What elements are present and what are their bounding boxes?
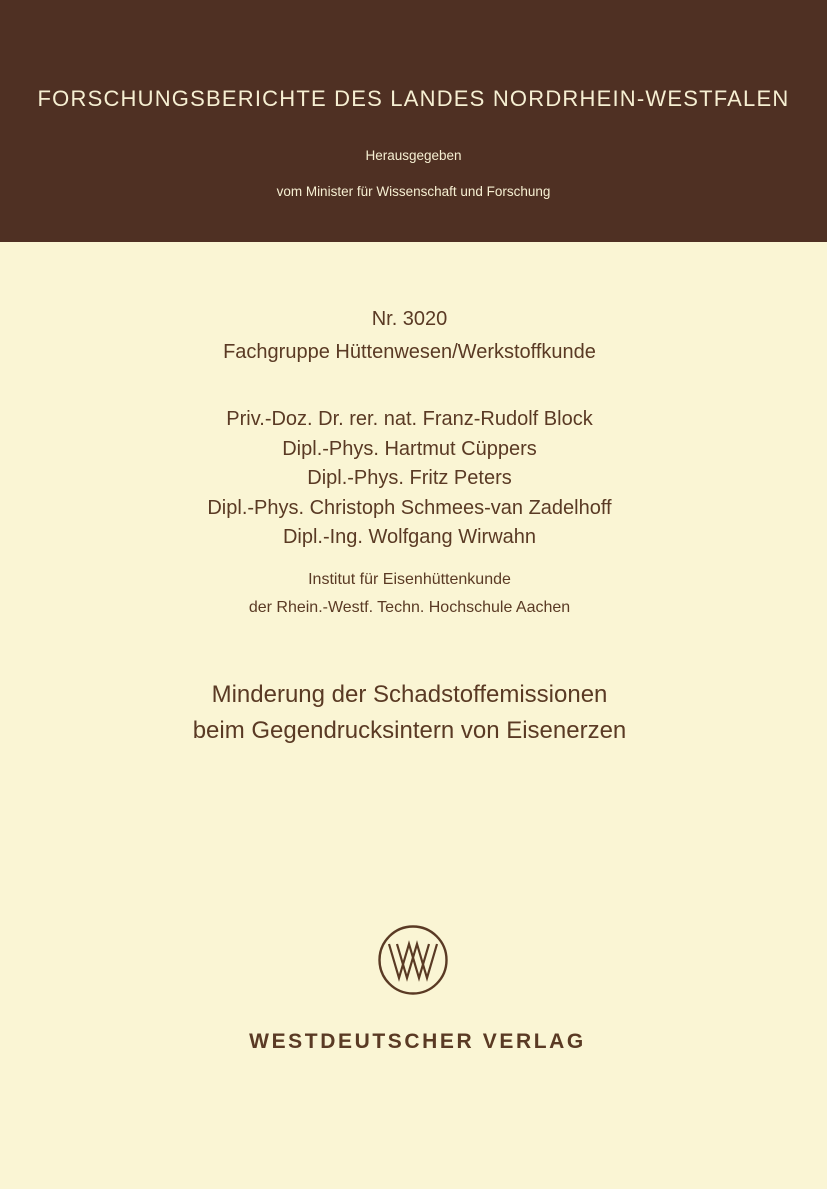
author: Dipl.-Phys. Fritz Peters <box>307 467 512 489</box>
volume-number: Nr. 3020 <box>371 308 448 330</box>
publisher-name: WESTDEUTSCHER VERLAG <box>249 1030 586 1053</box>
author: Dipl.-Ing. Wolfgang Wirwahn <box>282 526 537 548</box>
series-title: FORSCHUNGSBERICHTE DES LANDES NORDRHEIN-WESTFALEN <box>37 86 790 111</box>
editor-line-1: Herausgegeben <box>365 148 462 163</box>
book-title <box>0 677 823 749</box>
editor-line-2: vom Minister für Wissenschaft und Forschung <box>276 184 551 199</box>
header-band <box>0 0 827 242</box>
fachgruppe: Fachgruppe Hüttenwesen/Werkstoffkunde <box>223 341 596 363</box>
institute <box>0 566 823 622</box>
title-line-2: beim Gegendrucksintern von Eisenerzen <box>192 717 627 744</box>
institute-line-2: der Rhein.-Westf. Techn. Hochschule Aachen <box>248 599 571 616</box>
title-line-1: Minderung der Schadstoffemissionen <box>211 681 608 708</box>
author-list <box>0 405 823 553</box>
wv-monogram-icon <box>377 924 449 996</box>
author: Priv.-Doz. Dr. rer. nat. Franz-Rudolf Block <box>226 408 593 430</box>
author: Dipl.-Phys. Hartmut Cüppers <box>282 437 537 460</box>
institute-line-1: Institut für Eisenhüttenkunde <box>308 571 511 588</box>
author: Dipl.-Phys. Christoph Schmees-van Zadelhoff <box>207 496 612 519</box>
